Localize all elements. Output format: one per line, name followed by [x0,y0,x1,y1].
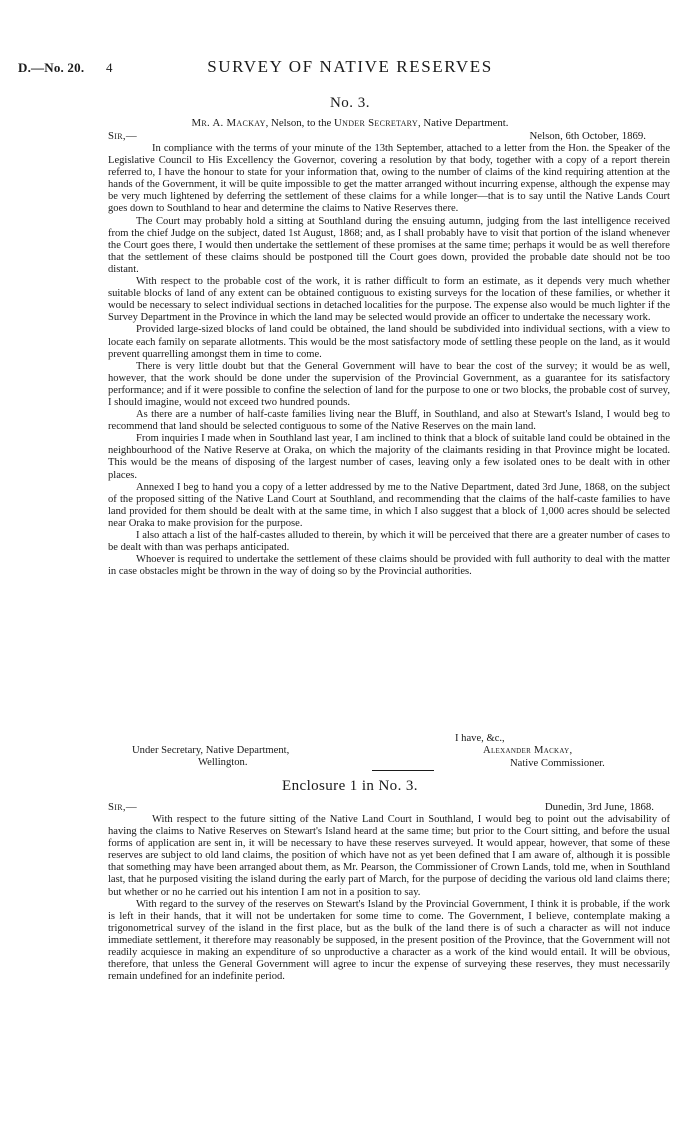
enclosure-dateline: Dunedin, 3rd June, 1868. [544,801,654,813]
page-number: 4 [106,60,113,75]
running-title: SURVEY OF NATIVE RESERVES [207,57,493,76]
letter-paragraph: Annexed I beg to hand you a copy of a letter addressed by me to the Native Department, dated 3rd June, 1868, on the subject of the proposed sitting of the Native Land Court at Southland, and recommending that the claims of the half-caste families to have land provided for them should be dealt with at the same time, in which I also suggest that a block of 1,000 acres should be selected near Oraka to make provision for the purpose. [108,481,670,529]
addressee-line: Under Secretary, Native Department, [132,745,290,756]
letter-paragraph: There is very little doubt but that the General Government will have to bear the cost of the survey; it would be as well, however, that the work should be done under the supervision of the Provincial Government, as a guarantee for its satisfactory performance; and if it were possible to confine the selection of land for the purpose to one or two blocks, the probable cost of survey, I should imagine, would not exceed two hundred pounds. [108,360,670,408]
letter-number: No. 3. [329,95,371,111]
signature-name: Alexander Mackay, [483,745,573,757]
enclosure-salutation: Sir,— [108,801,138,813]
letter-paragraph: As there are a number of half-caste families living near the Bluff, in Southland, and also at Stewart's Island, I would beg to recommend that land should be selected contiguous to some of the Native Reserves on the main land. [108,409,670,433]
enclosure-paragraph: With regard to the survey of the reserves on Stewart's Island by the Provincial Government, I think it is probable, if the work is left in their hands, that it will not be undertaken for some time to come. The Government, I believe, contemplate making a trigonometrical survey of the island in the first place, but as the bulk of the land there is of such a character as will not induce immediate settlement, it therefore may reasonably be supposed, in the present position of the Province, that the Government will not readily acquiesce in making an expenditure of so unproductive a character as a work of the kind would entail. It will be obvious, therefore, that unless the General Government will agree to incur the expense of surveying these reserves, they must necessarily remain undefined for an indefinite period. [108,898,670,983]
enclosure-title: Enclosure 1 in No. 3. [282,778,418,794]
letter-paragraph: With respect to the probable cost of the work, it is rather difficult to form an estimate, as it depends very much whether suitable blocks of land of any extent can be obtained contiguous to existing surveys for the location of these families, or whether it would be necessary to select individual sections in detached localities for the purpose. The expense also would be much lighter if the Survey Department in the Province in which the land may be selected would provide an officer to undertake the necessary work. [108,276,670,324]
letter-salutation: Sir,— [108,130,138,142]
letter-paragraph: In compliance with the terms of your minute of the 13th September, attached to a letter from the Hon. the Speaker of the Legislative Council to His Excellency the Governor, covering a resolution by that body, together with a copy of a report therein referred to, I have the honour to state for your information that, owing to the number of claims of the kind requiring attention at the hands of the Government, it will be quite impossible to get the matter arranged without incurring expense, although the expense may be very much lightened by deferring the settlement of these claims for a while longer—that is to say until the Native Lands Court goes down to Southland to hear and determine the claims to Native Reserves there. [108,143,670,215]
heading-connector-1: , Nelson, to the [265,117,335,129]
letter-body [108,143,670,578]
recipient-name: Under Secretary [334,117,418,129]
letter-paragraph: I also attach a list of the half-castes alluded to therein, by which it will be perceived that there are a greater number of cases to be dealt with than was perhaps anticipated. [108,530,670,554]
letter-paragraph: From inquiries I made when in Southland last year, I am inclined to think that a block of suitable land could be obtained in the neighbourhood of the Native Reserve at Oraka, on which the majority of the claimants residing in that Province might be located. This would be the means of disposing of the largest number of cases, leaving only a few isolated ones to be dealt with in other places. [108,433,670,481]
enclosure-paragraph: With respect to the future sitting of the Native Land Court in Southland, I would beg to point out the advisability of having the claims to Native Reserves on Stewart's Island heard at the same time; but prior to the Court sitting, and before the usual forms of application are sent in, it will be necessary to have these reserves surveyed. It would appear, however, that some of these reserves are subject to old land claims, the position of which have not as yet been defined that I am aware of, although it is possible that something may have been arranged about them, as Mr. Pearson, the Commissioner of Crown Lands, told me, when in Southland last, that he purposed visiting the island during the early part of March, for the purpose of deciding the various old land claims there; but whether or no he carried out his intention I am not in a position to say. [108,814,670,898]
signature-title: Native Commissioner. [510,757,605,769]
closing-line: I have, &c., [455,733,505,744]
letter-paragraph: Provided large-sized blocks of land could be obtained, the land should be subdivided into individual sections, with a view to locate each family on separate allotments. This would be the most satisfactory mode of settling these people on the land, as it would prevent quarrelling amongst them in time to come. [108,324,670,360]
letter-paragraph: The Court may probably hold a sitting at Southland during the ensuing autumn, judging from the last intelligence received from the chief Judge on the subject, dated 1st August, 1868; and, as I shall probably have to visit that portion of the island whenever the Court goes there, I would then undertake the settlement of these promises at the same time; perhaps it would be as well therefore that the settlement of these claims should be postponed till the Court goes down, provided the probable date should not be too distant. [108,215,670,275]
enclosure-body [108,814,670,983]
page-header [18,57,682,80]
addressee-block [132,745,289,770]
addressee-city: Wellington. [198,757,248,769]
section-divider [372,770,434,771]
heading-connector-2: , Native Department. [417,117,509,129]
letter-heading [0,117,700,129]
document-reference: D.—No. 20. [18,60,85,75]
letter-paragraph: Whoever is required to undertake the settlement of these claims should be provided with full authority to deal with the matter in case obstacles might be thrown in the way of doing so by the Provincial authorities. [108,554,670,578]
letter-dateline: Nelson, 6th October, 1869. [529,130,646,142]
signature-block [455,733,675,770]
sender-name: Mr. A. Mackay [191,117,266,129]
